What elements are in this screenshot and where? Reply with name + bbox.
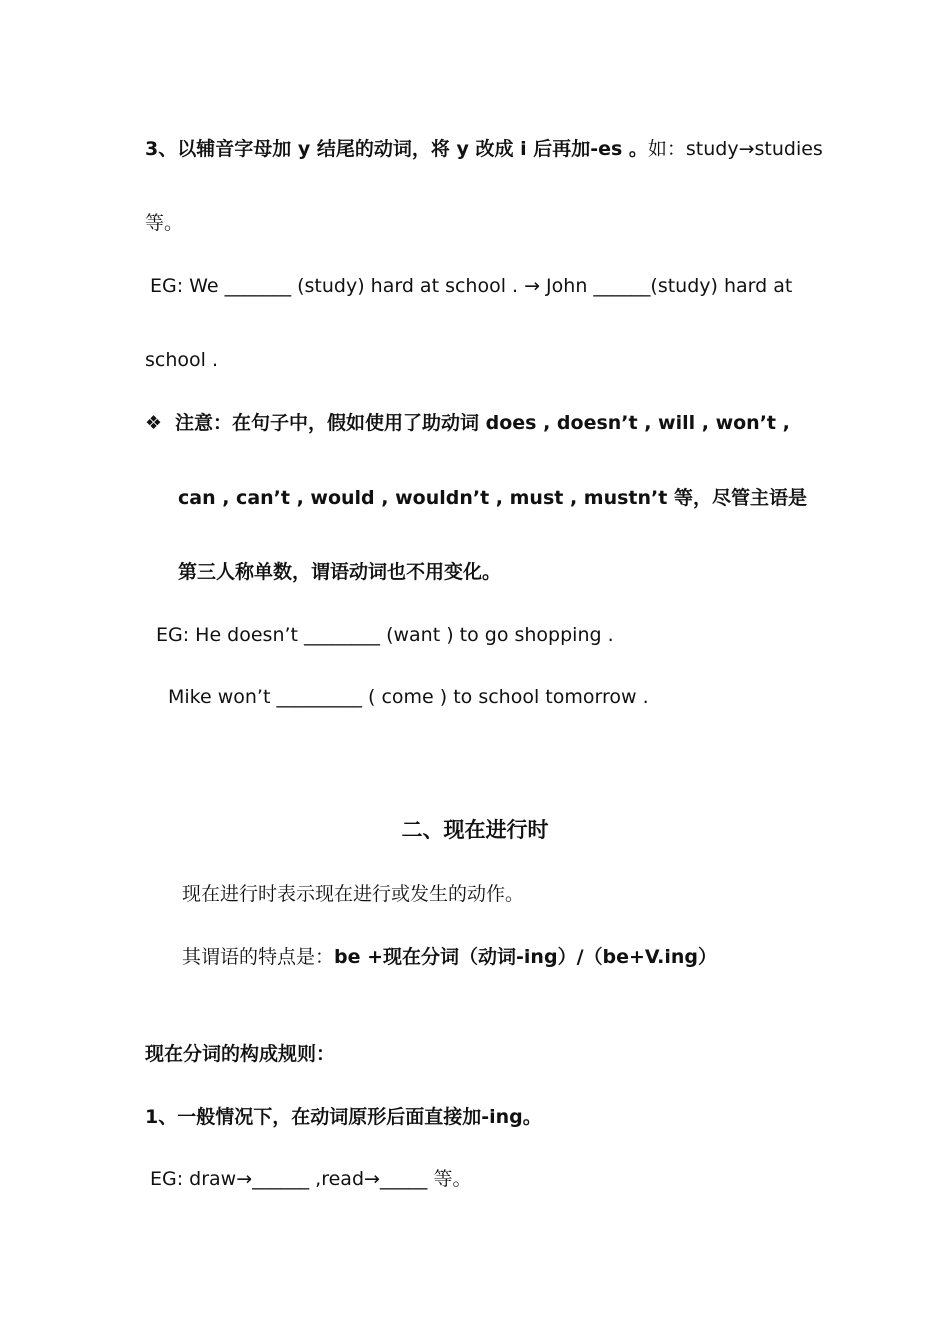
note-text-1: 注意：在句子中，假如使用了助动词 does , doesn’t , will , won’t , <box>175 412 790 434</box>
example-1-line-2: school . <box>145 349 218 371</box>
participle-example: EG: draw→______ ,read→_____ 等。 <box>150 1168 472 1190</box>
rule-3-continuation: 等。 <box>145 212 184 234</box>
rule-3-bold: 3、以辅音字母加 y 结尾的动词，将 y 改成 i 后再加-es 。 <box>145 138 648 160</box>
note-line-1 <box>145 414 790 433</box>
feature-label: 其谓语的特点是： <box>182 946 335 968</box>
rule-3-example: 如：study→studies <box>647 138 823 160</box>
section-2-feature <box>182 948 717 967</box>
diamond-bullet-icon: ❖ <box>145 412 163 434</box>
section-2-description: 现在进行时表示现在进行或发生的动作。 <box>182 883 525 905</box>
note-line-2: can , can’t , would , wouldn’t , must , mustn’t 等，尽管主语是 <box>178 487 807 509</box>
example-2-line-1: EG: He doesn’t ________ (want ) to go shopping . <box>156 624 614 646</box>
participle-rule-1: 1、一般情况下，在动词原形后面直接加-ing。 <box>145 1106 542 1128</box>
participle-heading: 现在分词的构成规则： <box>145 1043 336 1065</box>
rule-3 <box>145 140 823 159</box>
example-2-line-2: Mike won’t _________ ( come ) to school tomorrow . <box>168 686 649 708</box>
note-line-3: 第三人称单数，谓语动词也不用变化。 <box>178 561 502 583</box>
section-2-title: 二、现在进行时 <box>401 818 549 842</box>
example-1-line-1: EG: We _______ (study) hard at school . → John ______(study) hard at <box>150 275 793 297</box>
feature-formula: be +现在分词（动词-ing）/（be+V.ing） <box>334 946 718 968</box>
